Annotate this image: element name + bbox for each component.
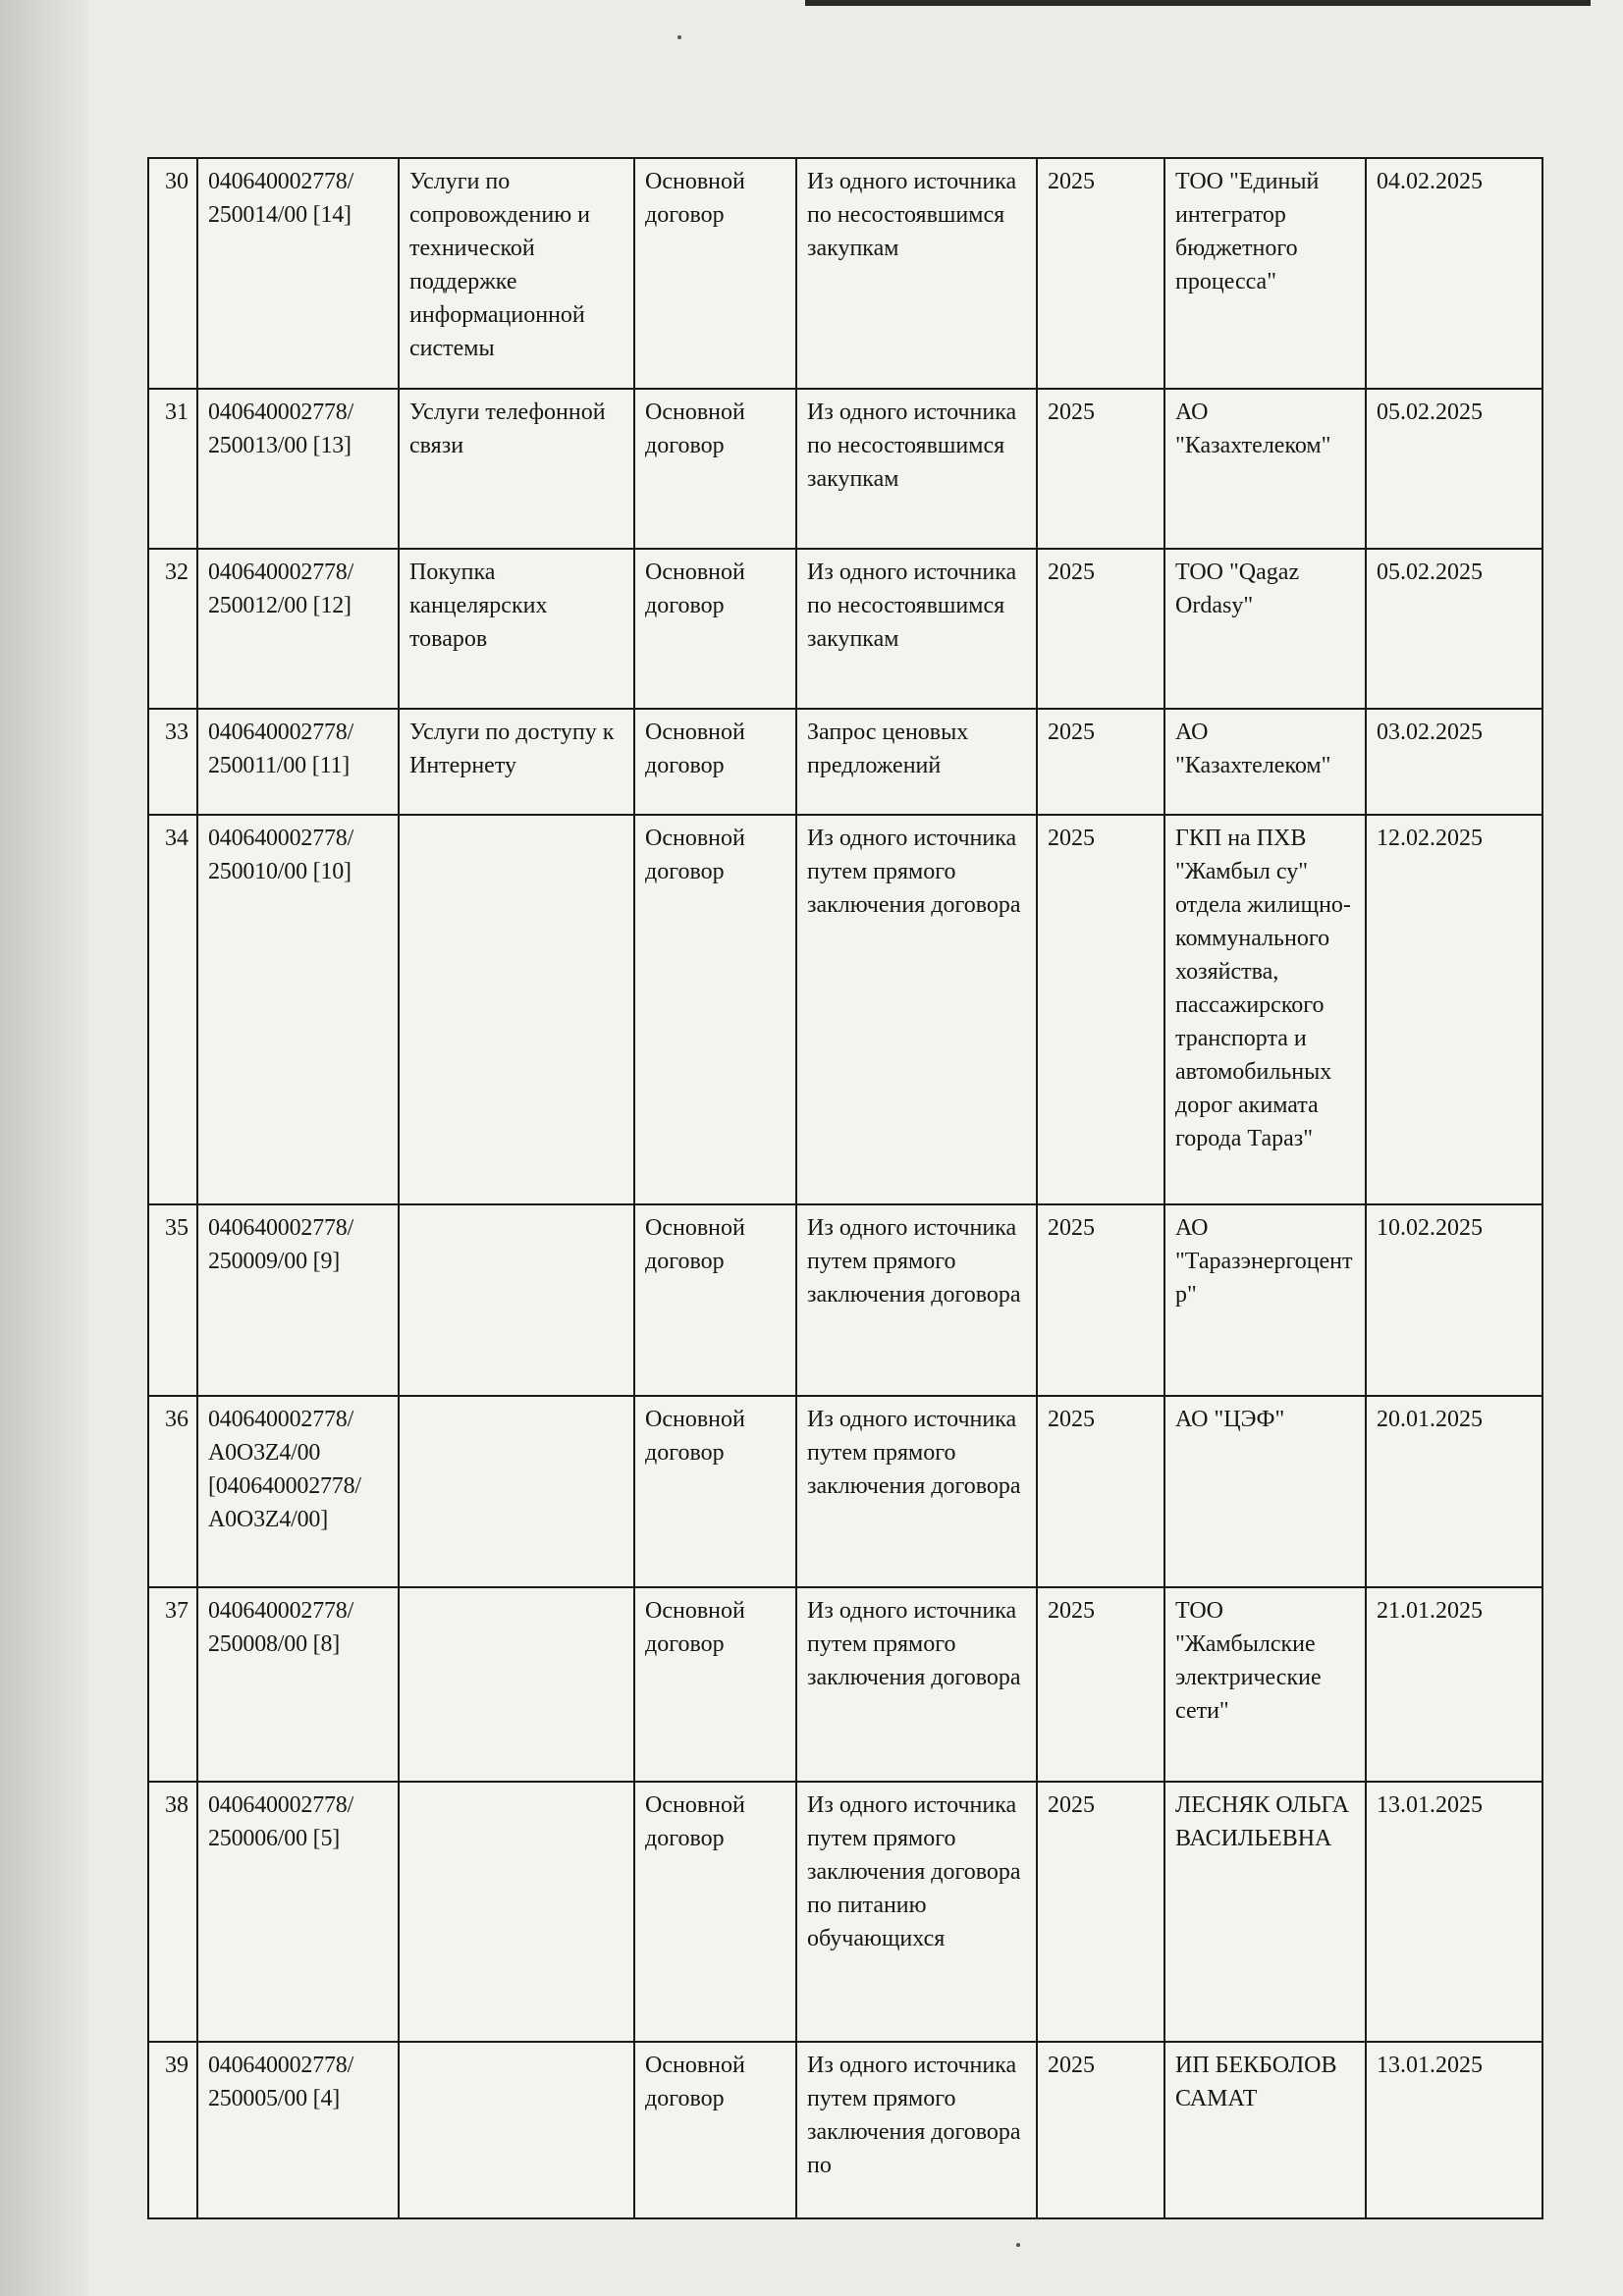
row-number: 35: [148, 1204, 197, 1396]
table-row: [148, 549, 1542, 709]
supplier-name: АО "ЦЭФ": [1164, 1396, 1366, 1587]
fiscal-year: 2025: [1037, 1587, 1164, 1782]
contract-date: 05.02.2025: [1366, 549, 1542, 709]
purchase-subject: [399, 815, 634, 1204]
purchase-subject: Покупка канцелярских товаров: [399, 549, 634, 709]
contract-id: 040640002778/ 250011/00 [11]: [197, 709, 399, 815]
contract-type: Основной договор: [634, 1204, 796, 1396]
contract-id: 040640002778/ 250006/00 [5]: [197, 1782, 399, 2042]
contract-date: 13.01.2025: [1366, 2042, 1542, 2218]
table-row: [148, 1587, 1542, 1782]
fiscal-year: 2025: [1037, 2042, 1164, 2218]
procurement-method: Из одного источника путем прямого заключения договора: [796, 1204, 1037, 1396]
fiscal-year: 2025: [1037, 1396, 1164, 1587]
fiscal-year: 2025: [1037, 549, 1164, 709]
contract-id: 040640002778/ 250010/00 [10]: [197, 815, 399, 1204]
fiscal-year: 2025: [1037, 158, 1164, 389]
procurement-method: Из одного источника путем прямого заключения договора: [796, 1396, 1037, 1587]
supplier-name: ТОО "Единый интегратор бюджетного процесса": [1164, 158, 1366, 389]
contract-type: Основной договор: [634, 1587, 796, 1782]
contract-id: 040640002778/ 250005/00 [4]: [197, 2042, 399, 2218]
contract-date: 05.02.2025: [1366, 389, 1542, 549]
fiscal-year: 2025: [1037, 815, 1164, 1204]
contract-id: 040640002778/ A0O3Z4/00 [040640002778/ A0O3Z4/00]: [197, 1396, 399, 1587]
purchase-subject: [399, 2042, 634, 2218]
procurement-method: Из одного источника по несостоявшимся закупкам: [796, 158, 1037, 389]
contract-id: 040640002778/ 250013/00 [13]: [197, 389, 399, 549]
contract-type: Основной договор: [634, 2042, 796, 2218]
contract-id: 040640002778/ 250008/00 [8]: [197, 1587, 399, 1782]
row-number: 31: [148, 389, 197, 549]
contract-date: 12.02.2025: [1366, 815, 1542, 1204]
supplier-name: ЛЕСНЯК ОЛЬГА ВАСИЛЬЕВНА: [1164, 1782, 1366, 2042]
contract-date: 04.02.2025: [1366, 158, 1542, 389]
row-number: 33: [148, 709, 197, 815]
procurement-method: Из одного источника путем прямого заключения договора по: [796, 2042, 1037, 2218]
purchase-subject: Услуги телефонной связи: [399, 389, 634, 549]
scan-speck: [1016, 2243, 1020, 2247]
supplier-name: ИП БЕКБОЛОВ САМАТ: [1164, 2042, 1366, 2218]
fiscal-year: 2025: [1037, 709, 1164, 815]
row-number: 32: [148, 549, 197, 709]
procurement-method: Из одного источника путем прямого заключения договора: [796, 815, 1037, 1204]
contract-id: 040640002778/ 250012/00 [12]: [197, 549, 399, 709]
contract-type: Основной договор: [634, 709, 796, 815]
purchase-subject: Услуги по доступу к Интернету: [399, 709, 634, 815]
contract-type: Основной договор: [634, 158, 796, 389]
contract-id: 040640002778/ 250009/00 [9]: [197, 1204, 399, 1396]
procurement-contracts-table: [147, 157, 1543, 2219]
contract-type: Основной договор: [634, 549, 796, 709]
supplier-name: АО "Казахтелеком": [1164, 389, 1366, 549]
row-number: 37: [148, 1587, 197, 1782]
page-edge-shadow: [0, 0, 88, 2296]
purchase-subject: [399, 1587, 634, 1782]
supplier-name: АО "Казахтелеком": [1164, 709, 1366, 815]
supplier-name: АО "Таразэнергоцентр": [1164, 1204, 1366, 1396]
row-number: 34: [148, 815, 197, 1204]
contract-date: 20.01.2025: [1366, 1396, 1542, 1587]
page-top-edge: [805, 0, 1591, 6]
supplier-name: ТОО "Qagaz Ordasy": [1164, 549, 1366, 709]
table-row: [148, 1396, 1542, 1587]
purchase-subject: [399, 1396, 634, 1587]
table-row: [148, 1204, 1542, 1396]
table-row: [148, 1782, 1542, 2042]
contract-date: 10.02.2025: [1366, 1204, 1542, 1396]
row-number: 39: [148, 2042, 197, 2218]
fiscal-year: 2025: [1037, 389, 1164, 549]
scan-speck: [677, 35, 681, 39]
contract-type: Основной договор: [634, 1782, 796, 2042]
table-row: [148, 389, 1542, 549]
supplier-name: ТОО "Жамбылские электрические сети": [1164, 1587, 1366, 1782]
row-number: 30: [148, 158, 197, 389]
purchase-subject: Услуги по сопровождению и технической поддержке информационной системы: [399, 158, 634, 389]
row-number: 38: [148, 1782, 197, 2042]
purchase-subject: [399, 1204, 634, 1396]
fiscal-year: 2025: [1037, 1204, 1164, 1396]
table-row: [148, 709, 1542, 815]
procurement-method: Запрос ценовых предложений: [796, 709, 1037, 815]
procurement-method: Из одного источника путем прямого заключения договора: [796, 1587, 1037, 1782]
fiscal-year: 2025: [1037, 1782, 1164, 2042]
contract-id: 040640002778/ 250014/00 [14]: [197, 158, 399, 389]
procurement-method: Из одного источника по несостоявшимся закупкам: [796, 389, 1037, 549]
table-body: [148, 158, 1542, 2218]
contract-type: Основной договор: [634, 815, 796, 1204]
table-row: [148, 158, 1542, 389]
row-number: 36: [148, 1396, 197, 1587]
procurement-method: Из одного источника по несостоявшимся закупкам: [796, 549, 1037, 709]
table-row: [148, 815, 1542, 1204]
contract-date: 13.01.2025: [1366, 1782, 1542, 2042]
procurement-method: Из одного источника путем прямого заключения договора по питанию обучающихся: [796, 1782, 1037, 2042]
contract-type: Основной договор: [634, 1396, 796, 1587]
contract-date: 03.02.2025: [1366, 709, 1542, 815]
table-row: [148, 2042, 1542, 2218]
purchase-subject: [399, 1782, 634, 2042]
supplier-name: ГКП на ПХВ "Жамбыл су" отдела жилищно-коммунального хозяйства, пассажирского транспорта и автомобильных дорог акимата города Тараз": [1164, 815, 1366, 1204]
contract-type: Основной договор: [634, 389, 796, 549]
contract-date: 21.01.2025: [1366, 1587, 1542, 1782]
